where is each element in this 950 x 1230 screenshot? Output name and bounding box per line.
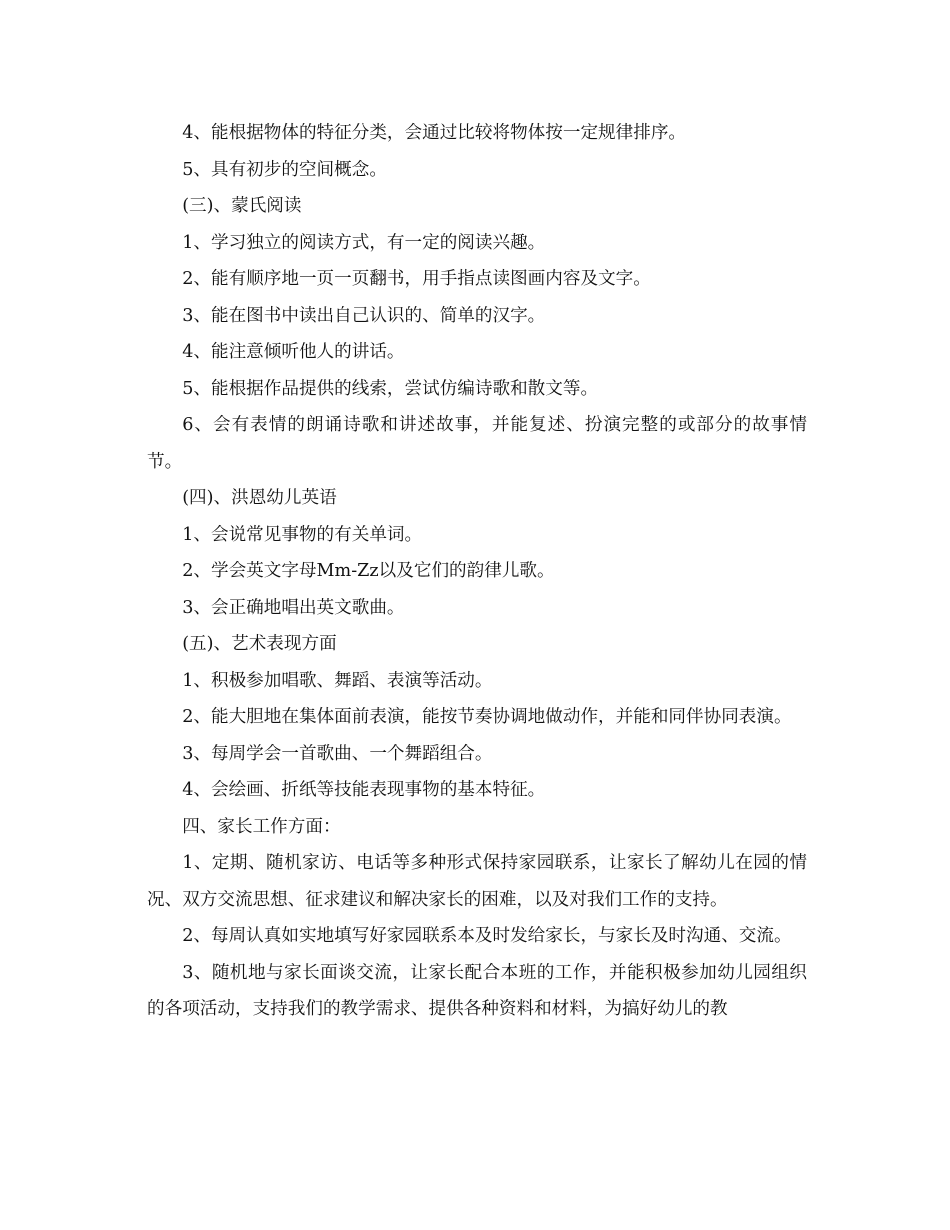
section-heading: 四、家长工作方面：	[182, 816, 341, 837]
section-heading: (三)、蒙氏阅读	[182, 196, 302, 216]
paragraph: 2、能有顺序地一页一页翻书，用手指点读图画内容及文字。	[182, 269, 651, 289]
paragraph: 4、能根据物体的特征分类，会通过比较将物体按一定规律排序。	[182, 123, 687, 143]
paragraph: 2、每周认真如实地填写好家园联系本及时发给家长，与家长及时沟通、交流。	[182, 926, 792, 946]
paragraph: 2、学会英文字母Mm-Zz以及它们的韵律儿歌。	[182, 561, 555, 581]
paragraph: 1、积极参加唱歌、舞蹈、表演等活动。	[182, 670, 493, 691]
paragraph: 6、会有表情的朗诵诗歌和讲述故事，并能复述、扮演完整的或部分的故事情节。	[147, 415, 807, 472]
document-body	[147, 115, 807, 1028]
paragraph: 1、会说常见事物的有关单词。	[182, 524, 423, 545]
paragraph: 5、能根据作品提供的线索，尝试仿编诗歌和散文等。	[182, 378, 599, 399]
paragraph: 3、能在图书中读出自己认识的、简单的汉字。	[182, 305, 546, 326]
paragraph: 4、会绘画、折纸等技能表现事物的基本特征。	[182, 780, 546, 800]
paragraph: 4、能注意倾听他人的讲话。	[182, 342, 405, 362]
paragraph: 1、学习独立的阅读方式，有一定的阅读兴趣。	[182, 232, 546, 253]
section-heading: (四)、洪恩幼儿英语	[182, 488, 337, 508]
paragraph: 2、能大胆地在集体面前表演，能按节奏协调地做动作，并能和同伴协同表演。	[182, 707, 792, 727]
paragraph: 3、会正确地唱出英文歌曲。	[182, 597, 405, 618]
paragraph: 5、具有初步的空间概念。	[182, 159, 387, 180]
section-heading: (五)、艺术表现方面	[182, 634, 337, 654]
paragraph: 3、随机地与家长面谈交流，让家长配合本班的工作，并能积极参加幼儿园组织的各项活动，支持我们的教学需求、提供各种资料和材料，为搞好幼儿的教	[147, 962, 807, 1019]
paragraph: 3、每周学会一首歌曲、一个舞蹈组合。	[182, 743, 493, 764]
paragraph: 1、定期、随机家访、电话等多种形式保持家园联系，让家长了解幼儿在园的情况、双方交流思想、征求建议和解决家长的困难，以及对我们工作的支持。	[147, 853, 807, 910]
